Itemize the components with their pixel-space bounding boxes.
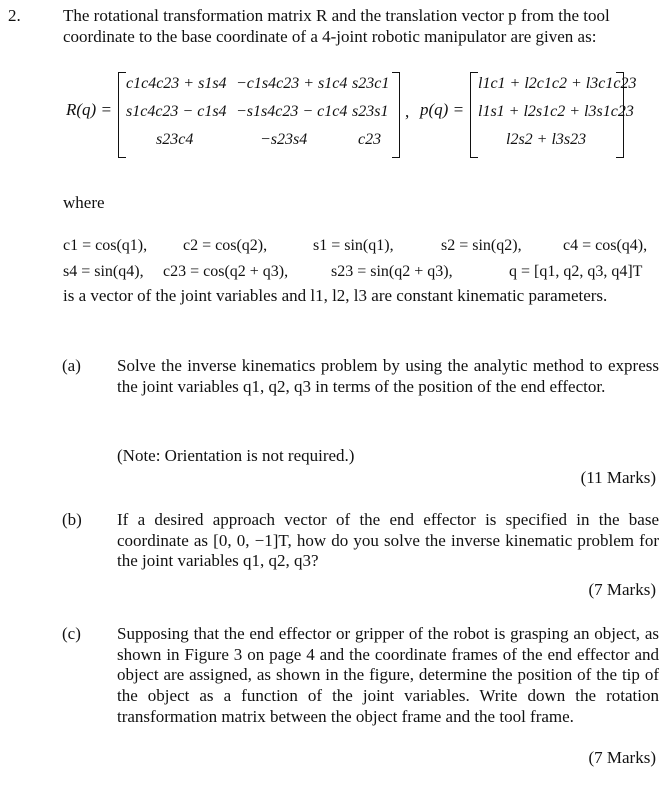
r-cell-33: c23 [358, 131, 382, 148]
def-c23: c23 = cos(q2 + q3), [163, 263, 289, 280]
r-left-bracket [118, 72, 126, 158]
p-cell-3: l2s2 + l3s23 [506, 131, 587, 148]
def-s4: s4 = sin(q4), [63, 263, 144, 280]
question-number: 2. [8, 6, 21, 25]
def-s1: s1 = sin(q1), [313, 237, 394, 254]
part-a-label: (a) [62, 356, 81, 375]
r-lhs: R(q) = [66, 100, 112, 119]
part-a-text: Solve the inverse kinematics problem by using the analytic method to express the joint variables q1, q2, q3 in terms of the position of the end effector. [117, 356, 659, 396]
r-cell-13: s23c1 [352, 75, 390, 92]
part-b-label: (b) [62, 510, 82, 529]
part-a-note: (Note: Orientation is not required.) [117, 446, 355, 465]
p-left-bracket [470, 72, 478, 158]
part-c-text: Supposing that the end effector or gripper of the robot is grasping an object, as shown in Figure 3 on page 4 and the coordinate frames of the end effector and object are assigned, as shown in the figure, determine the position of the tip of the object as a function of the joint variables. Write down the rotation transformation matrix between the object frame and the tool frame. [117, 624, 659, 726]
r-cell-11: c1c4c23 + s1s4 [126, 75, 227, 92]
matrix-separator: , [405, 102, 410, 121]
part-a-marks: (11 Marks) [580, 468, 656, 487]
def-s2: s2 = sin(q2), [441, 237, 522, 254]
r-cell-23: s23s1 [352, 103, 389, 120]
part-b-text: If a desired approach vector of the end effector is specified in the base coordinate as [0, 0, −1]T, how do you solve the inverse kinematic problem for the joint variables q1, q2, q3? [117, 510, 659, 571]
where-label: where [63, 193, 105, 212]
question-intro: The rotational transformation matrix R and the translation vector p from the tool coordinate to the base coordinate of a 4-joint robotic manipulator are given as: [63, 6, 610, 46]
r-cell-22: −s1s4c23 − c1c4 [236, 103, 348, 120]
definitions-line-3: is a vector of the joint variables and l1, l2, l3 are constant kinematic parameters. [63, 286, 608, 305]
part-c-label: (c) [62, 624, 81, 643]
r-cell-32: −s23s4 [260, 131, 308, 148]
transformation-equation [60, 70, 660, 160]
part-c-marks: (7 Marks) [588, 748, 656, 767]
r-right-bracket [392, 72, 400, 158]
r-cell-31: s23c4 [156, 131, 194, 148]
def-c2: c2 = cos(q2), [183, 237, 268, 254]
def-q-vector: q = [q1, q2, q3, q4]T [509, 263, 643, 280]
p-cell-2: l1s1 + l2s1c2 + l3s1c23 [478, 103, 634, 120]
r-cell-21: s1c4c23 − c1s4 [126, 103, 227, 120]
p-cell-1: l1c1 + l2c1c2 + l3c1c23 [478, 75, 637, 92]
def-s23: s23 = sin(q2 + q3), [331, 263, 453, 280]
p-lhs: p(q) = [420, 100, 465, 119]
def-c4: c4 = cos(q4), [563, 237, 648, 254]
r-cell-12: −c1s4c23 + s1c4 [236, 75, 348, 92]
def-c1: c1 = cos(q1), [63, 237, 148, 254]
part-b-marks: (7 Marks) [588, 580, 656, 599]
